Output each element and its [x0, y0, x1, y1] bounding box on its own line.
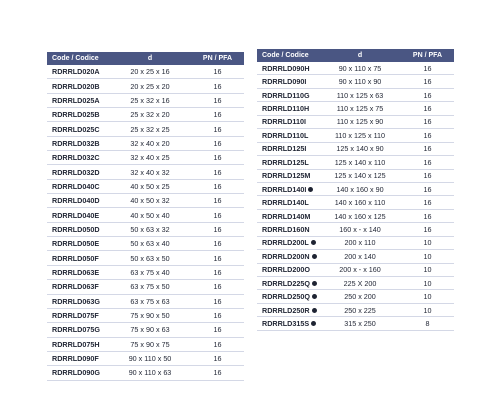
cell-pn: 16: [191, 222, 244, 236]
cell-code: [257, 290, 319, 303]
table-row: [47, 151, 244, 165]
cell-d: 225 X 200: [319, 277, 401, 290]
cell-pn: 16: [401, 142, 454, 155]
cell-d: 250 x 200: [319, 290, 401, 303]
cell-code: [47, 265, 109, 279]
cell-d: 32 x 40 x 25: [109, 151, 191, 165]
table-row: [257, 209, 454, 222]
cell-d: 90 x 110 x 75: [319, 62, 401, 75]
cell-pn: 16: [191, 93, 244, 107]
table-row: [47, 351, 244, 365]
cell-d: 75 x 90 x 75: [109, 337, 191, 351]
cell-pn: 16: [191, 366, 244, 380]
table-row: [47, 108, 244, 122]
cell-code: [47, 122, 109, 136]
cell-code: [47, 222, 109, 236]
table-row: [47, 323, 244, 337]
cell-pn: 10: [401, 263, 454, 276]
code-text: RDRRLD090F: [52, 354, 99, 364]
cell-d: 50 x 63 x 50: [109, 251, 191, 265]
cell-d: 110 x 125 x 90: [319, 115, 401, 128]
cell-d: 140 x 160 x 110: [319, 196, 401, 209]
code-text: RDRRLD140L: [262, 198, 309, 208]
cell-d: 75 x 90 x 63: [109, 323, 191, 337]
cell-code: [257, 88, 319, 101]
cell-code: [257, 75, 319, 88]
cell-code: [47, 323, 109, 337]
cell-code: [257, 209, 319, 222]
cell-pn: 16: [401, 75, 454, 88]
cell-d: 40 x 50 x 25: [109, 179, 191, 193]
cell-d: 250 x 225: [319, 303, 401, 316]
table-row: [257, 88, 454, 101]
table-row: [257, 250, 454, 263]
cell-code: [257, 236, 319, 249]
table-row: [257, 263, 454, 276]
cell-d: 200 x 110: [319, 236, 401, 249]
cell-code: [47, 108, 109, 122]
cell-code: [47, 165, 109, 179]
cell-d: 50 x 63 x 32: [109, 222, 191, 236]
cell-d: 315 x 250: [319, 317, 401, 330]
cell-d: 125 x 140 x 90: [319, 142, 401, 155]
cell-code: [47, 280, 109, 294]
code-text: RDRRLD110H: [262, 104, 310, 114]
code-text: RDRRLD090I: [262, 77, 307, 87]
cell-code: [47, 251, 109, 265]
code-text: RDRRLD160N: [262, 224, 310, 234]
cell-code: [257, 196, 319, 209]
cell-code: [47, 79, 109, 93]
cell-code: [47, 308, 109, 322]
cell-pn: 16: [191, 265, 244, 279]
code-text: RDRRLD032C: [52, 153, 100, 163]
code-text: RDRRLD090H: [262, 63, 310, 73]
cell-pn: 16: [401, 102, 454, 115]
code-text: RDRRLD075H: [52, 339, 100, 349]
cell-code: [47, 351, 109, 365]
table-row: [47, 222, 244, 236]
cell-pn: 16: [191, 122, 244, 136]
cell-pn: 16: [191, 280, 244, 294]
table-row: [257, 223, 454, 236]
table-body-right: [257, 62, 454, 330]
table-row: [257, 156, 454, 169]
cell-code: [47, 179, 109, 193]
marker-icon: [311, 240, 316, 245]
table-row: [47, 136, 244, 150]
cell-pn: 16: [401, 209, 454, 222]
cell-pn: 10: [401, 277, 454, 290]
table-row: [257, 317, 454, 330]
code-text: RDRRLD200N: [262, 251, 310, 261]
table-row: [257, 115, 454, 128]
table-row: [47, 208, 244, 222]
cell-pn: 10: [401, 303, 454, 316]
table-row: [47, 179, 244, 193]
cell-pn: 16: [191, 208, 244, 222]
cell-pn: 16: [191, 65, 244, 79]
cell-pn: 16: [191, 165, 244, 179]
code-text: RDRRLD025C: [52, 124, 100, 134]
marker-icon: [308, 187, 313, 192]
spec-table-left: [47, 52, 244, 381]
marker-icon: [312, 308, 317, 313]
code-text: RDRRLD125I: [262, 144, 307, 154]
cell-pn: 10: [401, 250, 454, 263]
cell-d: 25 x 32 x 25: [109, 122, 191, 136]
code-text: RDRRLD250Q: [262, 292, 310, 302]
cell-code: [257, 62, 319, 75]
cell-pn: 16: [191, 108, 244, 122]
table-row: [257, 290, 454, 303]
code-text: RDRRLD040E: [52, 210, 100, 220]
cell-pn: 16: [191, 294, 244, 308]
cell-code: [257, 303, 319, 316]
cell-code: [257, 169, 319, 182]
cell-d: 90 x 110 x 63: [109, 366, 191, 380]
cell-code: [47, 208, 109, 222]
cell-code: [47, 194, 109, 208]
cell-code: [47, 366, 109, 380]
cell-pn: 16: [401, 115, 454, 128]
code-text: RDRRLD200O: [262, 265, 310, 275]
code-text: RDRRLD140M: [262, 211, 311, 221]
cell-pn: 16: [191, 251, 244, 265]
header-d: d: [319, 49, 401, 62]
cell-code: [47, 65, 109, 79]
cell-code: [47, 294, 109, 308]
cell-d: 32 x 40 x 32: [109, 165, 191, 179]
table-row: [47, 194, 244, 208]
table-row: [47, 337, 244, 351]
code-text: RDRRLD225Q: [262, 278, 310, 288]
marker-icon: [312, 281, 317, 286]
cell-pn: 16: [191, 237, 244, 251]
cell-d: 110 x 125 x 75: [319, 102, 401, 115]
code-text: RDRRLD315S: [262, 319, 310, 329]
table-row: [47, 79, 244, 93]
cell-code: [257, 223, 319, 236]
cell-d: 75 x 90 x 50: [109, 308, 191, 322]
cell-d: 40 x 50 x 32: [109, 194, 191, 208]
marker-icon: [311, 321, 316, 326]
cell-d: 50 x 63 x 40: [109, 237, 191, 251]
cell-pn: 16: [401, 182, 454, 195]
code-text: RDRRLD040D: [52, 196, 100, 206]
code-text: RDRRLD140I: [262, 184, 307, 194]
cell-pn: 8: [401, 317, 454, 330]
code-text: RDRRLD063E: [52, 267, 100, 277]
table-row: [47, 366, 244, 380]
code-text: RDRRLD032D: [52, 167, 100, 177]
table-row: [257, 236, 454, 249]
table-header-row: [47, 52, 244, 65]
cell-pn: 16: [191, 194, 244, 208]
cell-d: 110 x 125 x 110: [319, 129, 401, 142]
code-text: RDRRLD020B: [52, 81, 100, 91]
code-text: RDRRLD025B: [52, 110, 100, 120]
table-row: [47, 280, 244, 294]
code-text: RDRRLD110L: [262, 130, 309, 140]
cell-pn: 16: [191, 179, 244, 193]
cell-pn: 16: [401, 196, 454, 209]
table-row: [257, 303, 454, 316]
code-text: RDRRLD250R: [262, 305, 310, 315]
cell-pn: 16: [401, 156, 454, 169]
cell-d: 20 x 25 x 16: [109, 65, 191, 79]
cell-d: 20 x 25 x 20: [109, 79, 191, 93]
table-row: [47, 251, 244, 265]
cell-pn: 16: [191, 337, 244, 351]
table-row: [47, 65, 244, 79]
code-text: RDRRLD050D: [52, 224, 100, 234]
header-pn: PN / PFA: [401, 49, 454, 62]
cell-code: [47, 93, 109, 107]
code-text: RDRRLD125L: [262, 157, 309, 167]
cell-d: 32 x 40 x 20: [109, 136, 191, 150]
cell-pn: 16: [401, 88, 454, 101]
code-text: RDRRLD040C: [52, 181, 100, 191]
cell-code: [257, 317, 319, 330]
code-text: RDRRLD050E: [52, 239, 100, 249]
code-text: RDRRLD032B: [52, 138, 100, 148]
cell-pn: 16: [191, 79, 244, 93]
table-row: [47, 308, 244, 322]
cell-pn: 16: [191, 351, 244, 365]
table-row: [257, 182, 454, 195]
table-body-left: [47, 65, 244, 380]
table-row: [257, 277, 454, 290]
header-d: d: [109, 52, 191, 65]
table-row: [257, 169, 454, 182]
table-row: [47, 237, 244, 251]
code-text: RDRRLD075G: [52, 325, 100, 335]
code-text: RDRRLD110I: [262, 117, 306, 127]
cell-d: 25 x 32 x 20: [109, 108, 191, 122]
table-row: [47, 122, 244, 136]
cell-d: 63 x 75 x 50: [109, 280, 191, 294]
cell-pn: 16: [191, 308, 244, 322]
cell-d: 63 x 75 x 40: [109, 265, 191, 279]
code-text: RDRRLD075F: [52, 311, 99, 321]
cell-d: 25 x 32 x 16: [109, 93, 191, 107]
cell-pn: 16: [191, 136, 244, 150]
cell-code: [257, 263, 319, 276]
code-text: RDRRLD063F: [52, 282, 99, 292]
code-text: RDRRLD063G: [52, 296, 100, 306]
cell-code: [47, 337, 109, 351]
table-row: [257, 129, 454, 142]
table-row: [257, 62, 454, 75]
table-row: [47, 265, 244, 279]
header-pn: PN / PFA: [191, 52, 244, 65]
code-text: RDRRLD090G: [52, 368, 100, 378]
cell-code: [257, 277, 319, 290]
cell-pn: 16: [191, 323, 244, 337]
table-row: [257, 142, 454, 155]
code-text: RDRRLD025A: [52, 95, 100, 105]
cell-d: 90 x 110 x 50: [109, 351, 191, 365]
cell-code: [257, 102, 319, 115]
cell-d: 40 x 50 x 40: [109, 208, 191, 222]
cell-pn: 16: [401, 223, 454, 236]
cell-d: 90 x 110 x 90: [319, 75, 401, 88]
table-row: [47, 294, 244, 308]
cell-pn: 16: [401, 62, 454, 75]
cell-d: 140 x 160 x 90: [319, 182, 401, 195]
cell-d: 160 x - x 140: [319, 223, 401, 236]
cell-pn: 10: [401, 236, 454, 249]
code-text: RDRRLD200L: [262, 238, 309, 248]
cell-d: 140 x 160 x 125: [319, 209, 401, 222]
cell-d: 200 x - x 160: [319, 263, 401, 276]
cell-pn: 16: [191, 151, 244, 165]
table-row: [257, 102, 454, 115]
cell-code: [257, 156, 319, 169]
cell-pn: 10: [401, 290, 454, 303]
cell-code: [257, 115, 319, 128]
cell-d: 200 x 140: [319, 250, 401, 263]
cell-code: [257, 142, 319, 155]
cell-code: [47, 237, 109, 251]
code-text: RDRRLD050F: [52, 253, 99, 263]
header-code: Code / Codice: [47, 52, 109, 65]
table-row: [47, 165, 244, 179]
table-row: [47, 93, 244, 107]
spec-table-right: [257, 49, 454, 331]
code-text: RDRRLD125M: [262, 171, 311, 181]
cell-code: [47, 136, 109, 150]
header-code: Code / Codice: [257, 49, 319, 62]
cell-d: 110 x 125 x 63: [319, 88, 401, 101]
table-header-row: [257, 49, 454, 62]
cell-code: [257, 182, 319, 195]
table-row: [257, 75, 454, 88]
marker-icon: [312, 254, 317, 259]
cell-d: 63 x 75 x 63: [109, 294, 191, 308]
cell-d: 125 x 140 x 110: [319, 156, 401, 169]
cell-pn: 16: [401, 129, 454, 142]
cell-pn: 16: [401, 169, 454, 182]
code-text: RDRRLD020A: [52, 67, 100, 77]
table-row: [257, 196, 454, 209]
cell-code: [257, 250, 319, 263]
marker-icon: [312, 294, 317, 299]
code-text: RDRRLD110G: [262, 90, 310, 100]
cell-d: 125 x 140 x 125: [319, 169, 401, 182]
cell-code: [47, 151, 109, 165]
cell-code: [257, 129, 319, 142]
